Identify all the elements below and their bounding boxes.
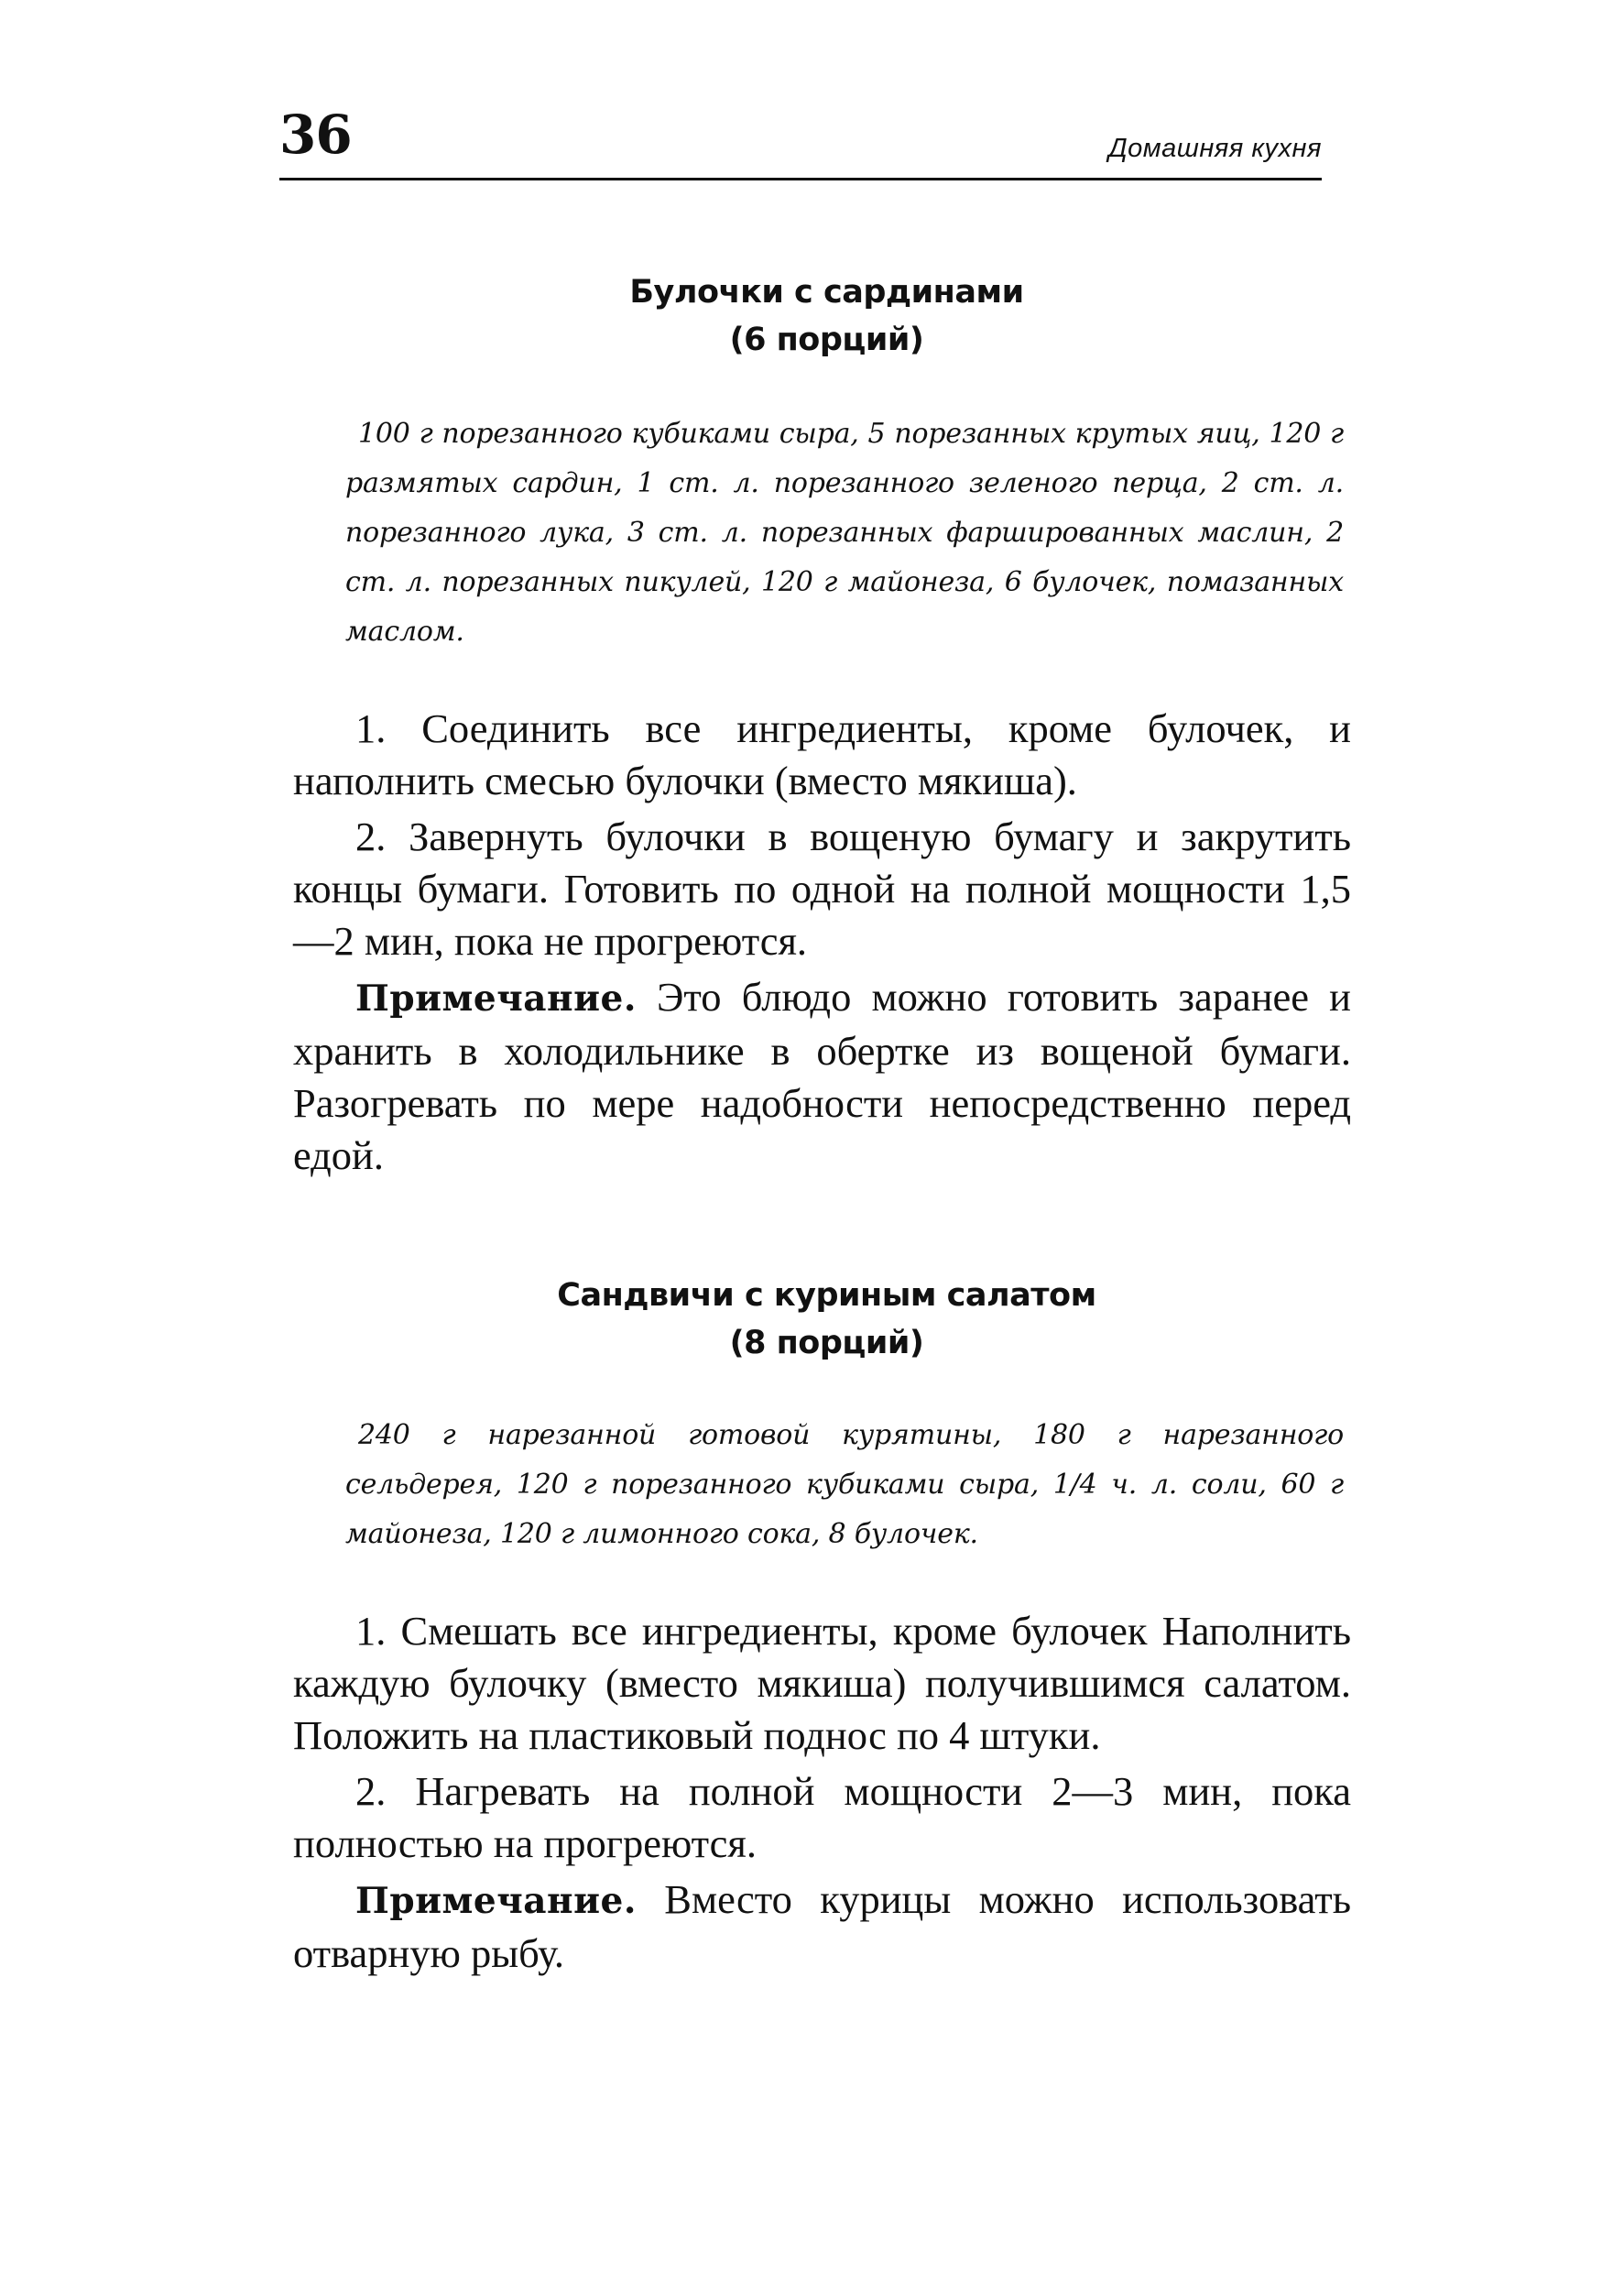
recipe-step: 1. Смешать все ингредиенты, кроме булочек Наполнить каждую булочку (вместо мякиша) получившимся салатом. Положить на пластиковый поднос по 4 штуки.: [293, 1608, 1351, 1758]
running-title: Домашняя кухня: [1108, 134, 1322, 163]
recipe-step: 2. Завернуть булочки в вощеную бумагу и закрутить концы бумаги. Готовить по одной на полной мощности 1,5—2 мин, пока не прогреются.: [293, 814, 1351, 964]
page-number: 36: [279, 104, 352, 166]
recipe-note: [293, 1873, 1351, 1980]
recipe-title-servings: (8 порций): [729, 1325, 924, 1361]
note-label: Примечание.: [355, 1880, 637, 1922]
header-rule: [279, 178, 1322, 180]
note-text: Вместо курицы можно использовать отварную рыбу.: [293, 1876, 1351, 1976]
recipe-sardine-buns: [293, 268, 1351, 1182]
recipe-steps: [293, 703, 1351, 1182]
recipe-title: [293, 1272, 1351, 1367]
recipe-steps: [293, 1605, 1351, 1980]
recipe-note: [293, 971, 1351, 1182]
recipe-title-name: Булочки с сардинами: [629, 274, 1024, 311]
recipe-step: 2. Нагревать на полной мощности 2—3 мин, пока полностью на прогреются.: [293, 1768, 1351, 1866]
recipe-chicken-salad-sandwiches: [293, 1272, 1351, 1980]
note-label: Примечание.: [355, 978, 637, 1020]
ingredients-list: 240 г нарезанной готовой курятины, 180 г нарезанного сельдерея, 120 г порезанного кубиками сыра, 1/4 ч. л. соли, 60 г майонеза, 120 г лимонного сока, 8 булочек.: [345, 1419, 1344, 1550]
recipe-title-name: Сандвичи с куриным салатом: [557, 1277, 1096, 1314]
recipe-step: 1. Соединить все ингредиенты, кроме булочек, и наполнить смесью булочки (вместо мякиша).: [293, 705, 1351, 803]
note-text: Это блюдо можно готовить заранее и хранить в холодильнике в обертке из вощеной бумаги. Разогревать по мере надобности непосредственно перед едой.: [293, 974, 1351, 1178]
recipe-title-servings: (6 порций): [729, 322, 924, 358]
ingredients-list: 100 г порезанного кубиками сыра, 5 порезанных крутых яиц, 120 г размятых сардин, 1 ст. л. порезанного зеленого перца, 2 ст. л. порезанного лука, 3 ст. л. порезанных фаршированных маслин, 2 ст. л. порезанных пикулей, 120 г майонеза, 6 булочек, помазанных маслом.: [345, 418, 1344, 648]
recipe-title: [293, 268, 1351, 364]
